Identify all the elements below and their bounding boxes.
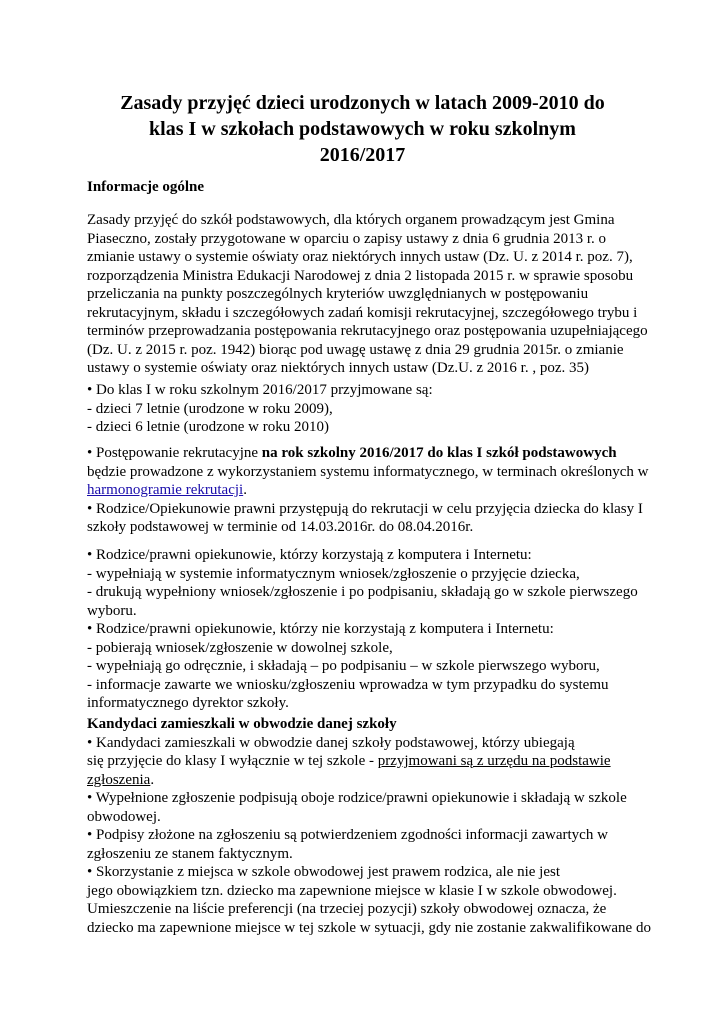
recruitment-line (87, 444, 647, 463)
underlined-text: przyjmowani są z urzędu na podstawie (377, 753, 611, 769)
district-line: dziecko ma zapewnione miejsce w tej szkole w sytuacji, gdy nie zostanie zakwalifikowane do (87, 919, 651, 936)
list-item: - pobierają wniosek/zgłoszenie w dowolnej szkole, (87, 639, 393, 656)
paragraph-line: rekrutacyjnym, składu i szczegółowych zadań komisji rekrutacyjnej, szczegółowego trybu i (87, 304, 638, 321)
district-line: zgłoszeniu ze stanem faktycznym. (87, 845, 293, 862)
intro-paragraph (87, 211, 647, 378)
district-line: obwodowej. (87, 808, 161, 825)
list-item: - wypełniają go odręcznie, i składają – po podpisaniu – w szkole pierwszego wyboru, (87, 658, 600, 674)
district-line: • Kandydaci zamieszkali w obwodzie danej szkoły podstawowej, którzy ubiegają (87, 734, 575, 751)
district-line: • Wypełnione zgłoszenie podpisują oboje rodzice/prawni opiekunowie i składają w szkole (87, 790, 627, 806)
paragraph-line: ustawy o systemie oświaty oraz niektórych innych ustaw (Dz.U. z 2016 r. , poz. 35) (87, 360, 589, 376)
district-line: • Podpisy złożone na zgłoszeniu są potwierdzeniem zgodności informacji zawartych w (87, 827, 608, 843)
punctuation: . (243, 482, 247, 498)
admission-list (87, 381, 647, 437)
list-item: • Rodzice/prawni opiekunowie, którzy korzystają z komputera i Internetu: (87, 547, 532, 563)
paragraph-line: Piaseczno, zostały przygotowane w oparciu o zapisy ustawy z dnia 6 grudnia 2013 r. o (87, 230, 607, 247)
list-item: wyboru. (87, 602, 137, 619)
district-line (87, 771, 647, 790)
district-text: się przyjęcie do klasy I wyłącznie w tej szkole - (87, 753, 378, 769)
list-item: • Rodzice/prawni opiekunowie, którzy nie korzystają z komputera i Internetu: (87, 621, 554, 637)
title-line: 2016/2017 (319, 144, 406, 166)
paragraph-line: przeliczania na punkty poszczególnych kryteriów uwzględnianych w postępowaniu (87, 286, 589, 302)
recruitment-line (87, 481, 647, 500)
list-item: • Do klas I w roku szkolnym 2016/2017 przyjmowane są: (87, 382, 433, 398)
parents-section (87, 546, 647, 713)
list-item: - drukują wypełniony wniosek/zgłoszenie i po podpisaniu, składają go w szkole pierwszego (87, 584, 638, 600)
list-item: informatycznego dyrektor szkoły. (87, 695, 289, 711)
paragraph-line: (Dz. U. z 2015 r. poz. 1942) biorąc pod uwagę ustawę z dnia 29 grudnia 2015r. o zmianie (87, 341, 624, 358)
recruitment-bold: na rok szkolny 2016/2017 do klas I szkół podstawowych (261, 445, 617, 461)
underlined-text: zgłoszenia (87, 771, 151, 788)
list-item: - wypełniają w systemie informatycznym wniosek/zgłoszenie o przyjęcie dziecka, (87, 565, 580, 582)
info-heading: Informacje ogólne (87, 179, 205, 195)
district-line: Umieszczenie na liście preferencji (na trzeciej pozycji) szkoły obwodowej oznacza, że (87, 901, 607, 917)
page-title (60, 90, 665, 168)
harmonogram-link[interactable]: harmonogramie rekrutacji (87, 482, 244, 498)
district-section (87, 715, 651, 937)
title-line: Zasady przyjęć dzieci urodzonych w latach 2009-2010 do (120, 92, 605, 114)
district-line: • Skorzystanie z miejsca w szkole obwodowej jest prawem rodzica, ale nie jest (87, 864, 561, 880)
title-line: klas I w szkołach podstawowych w roku szkolnym (149, 118, 576, 140)
list-item: - informacje zawarte we wniosku/zgłoszeniu wprowadza w tym przypadku do systemu (87, 676, 609, 693)
paragraph-line: zmianie ustawy o systemie oświaty oraz niektórych innych ustaw (Dz. U. z 2014 r. poz. 7), (87, 249, 633, 265)
recruitment-section (87, 444, 647, 537)
recruitment-line: • Rodzice/Opiekunowie prawni przystępują do rekrutacji w celu przyjęcia dziecka do klasy I (87, 500, 643, 517)
recruitment-line: szkoły podstawowej w terminie od 14.03.2016r. do 08.04.2016r. (87, 519, 474, 535)
paragraph-line: rozporządzenia Ministra Edukacji Narodowej z dnia 2 listopada 2015 r. w sprawie sposobu (87, 267, 634, 284)
punctuation: . (150, 771, 155, 788)
district-line (87, 752, 647, 771)
list-item: - dzieci 7 letnie (urodzone w roku 2009), (87, 400, 333, 417)
district-heading: Kandydaci zamieszkali w obwodzie danej szkoły (87, 716, 397, 732)
paragraph-line: terminów przeprowadzania postępowania rekrutacyjnego oraz postępowania uzupełniającego (87, 323, 648, 339)
paragraph-line: Zasady przyjęć do szkół podstawowych, dla których organem prowadzącym jest Gmina (87, 212, 615, 228)
list-item: - dzieci 6 letnie (urodzone w roku 2010) (87, 419, 329, 435)
recruitment-line: będzie prowadzone z wykorzystaniem systemu informatycznego, w terminach określonych w (87, 463, 649, 480)
district-line: jego obowiązkiem tzn. dziecko ma zapewnione miejsce w klasie I w szkole obwodowej. (87, 882, 617, 899)
recruitment-intro: • Postępowanie rekrutacyjne (87, 445, 262, 461)
